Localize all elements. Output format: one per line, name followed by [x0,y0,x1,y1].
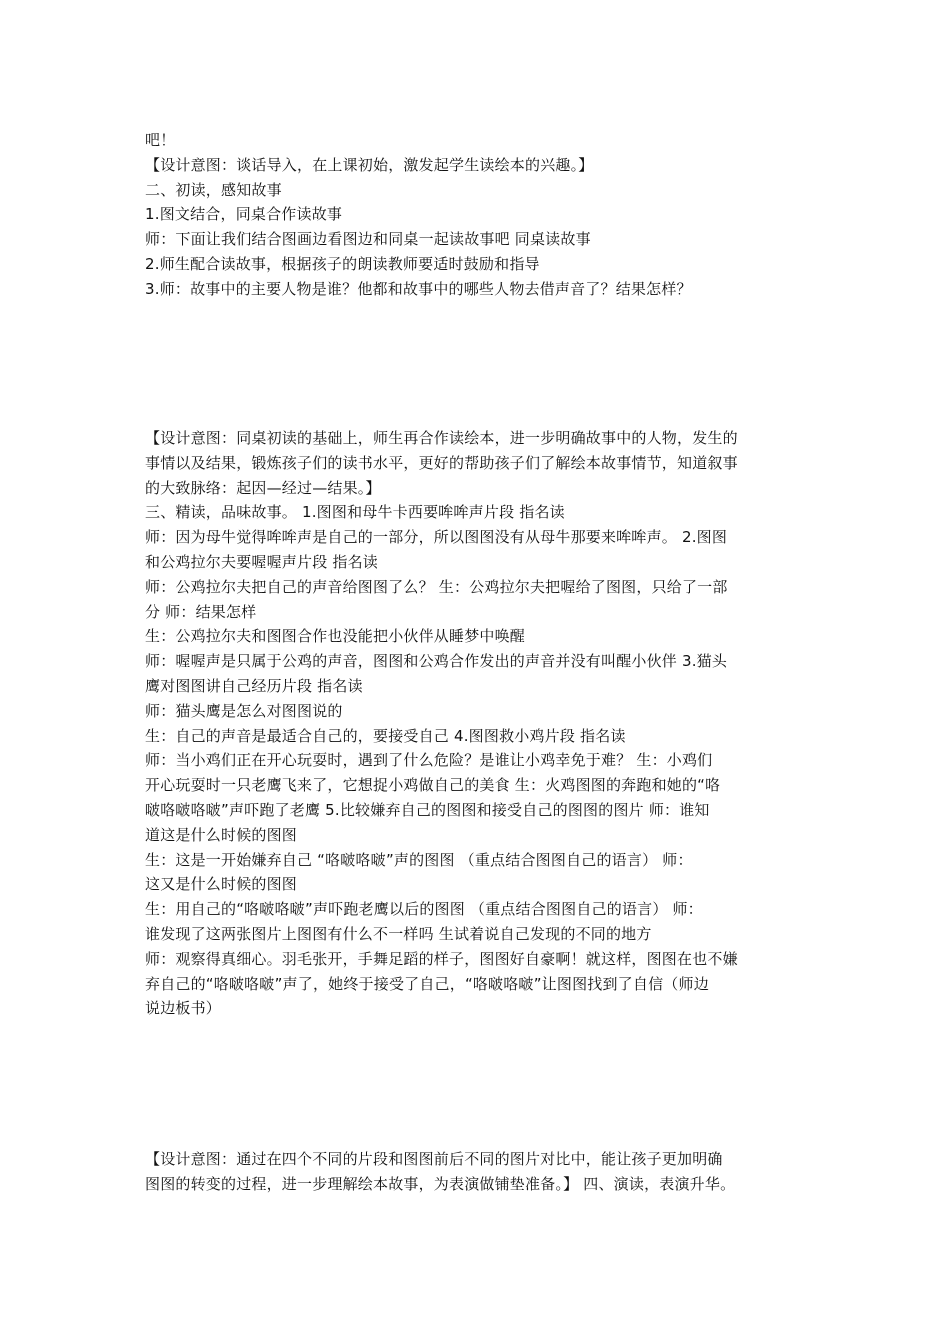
text-line: 师：下面让我们结合图画边看图边和同桌一起读故事吧 同桌读故事 [145,230,591,249]
text-block-top [145,128,825,302]
text-line: 开心玩耍时一只老鹰飞来了，它想捉小鸡做自己的美食 生：火鸡图图的奔跑和她的“咯 [145,776,721,795]
design-intent-note: 【设计意图：同桌初读的基础上，师生再合作读绘本，进一步明确故事中的人物，发生的 [145,429,738,447]
text-line: 谁发现了这两张图片上图图有什么不一样吗 生试着说自己发现的不同的地方 [145,924,652,943]
design-intent-note: 【设计意图：谈话导入，在上课初始，激发起学生读绘本的兴趣。】 [145,155,594,174]
text-line: 弃自己的“咯啵咯啵”声了，她终于接受了自己，“咯啵咯啵”让图图找到了自信（师边 [145,974,709,993]
text-line: 的大致脉络：起因—经过—结果。】 [145,478,381,497]
text-line: 师：因为母牛觉得哞哞声是自己的一部分，所以图图没有从母牛那要来哞哞声。 2.图图 [145,528,728,547]
text-line: 事情以及结果，锻炼孩子们的读书水平，更好的帮助孩子们了解绘本故事情节，知道叙事 [145,453,738,472]
text-line: 师：喔喔声是只属于公鸡的声音，图图和公鸡合作发出的声音并没有叫醒小伙伴 3.猫头 [145,652,728,671]
text-line: 师：猫头鹰是怎么对图图说的 [145,701,343,720]
text-line: 这又是什么时候的图图 [145,875,298,894]
section-heading: 二、初读，感知故事 [145,180,282,199]
text-line: 图图的转变的过程，进一步理解绘本故事，为表演做铺垫准备。】 四、演读，表演升华。 [145,1174,736,1193]
text-line: 吧！ [145,131,176,149]
text-line: 师：当小鸡们正在开心玩耍时，遇到了什么危险？是谁让小鸡幸免于难？ 生：小鸡们 [145,751,713,770]
text-line: 和公鸡拉尔夫要喔喔声片段 指名读 [145,552,378,571]
text-line: 分 师：结果怎样 [145,602,257,621]
text-line: 道这是什么时候的图图 [145,825,298,844]
text-line: 生：这是一开始嫌弃自己 “咯啵咯啵”声的图图 （重点结合图图自己的语言） 师： [145,850,693,869]
text-line: 啵咯啵咯啵”声吓跑了老鹰 5.比较嫌弃自己的图图和接受自己的图图的图片 师：谁知 [145,800,710,819]
text-line: 生：公鸡拉尔夫和图图合作也没能把小伙伴从睡梦中唤醒 [145,627,526,646]
text-line: 3.师：故事中的主要人物是谁？他都和故事中的哪些人物去借声音了？结果怎样？ [145,279,692,298]
text-line: 师：公鸡拉尔夫把自己的声音给图图了么？ 生：公鸡拉尔夫把喔给了图图，只给了一部 [145,577,728,596]
text-line: 师：观察得真细心。羽毛张开，手舞足蹈的样子，图图好自豪啊！就这样，图图在也不嫌 [145,949,738,968]
text-line: 1.图文结合，同桌合作读故事 [145,205,343,224]
text-block-bottom [145,1147,825,1197]
text-line: 生：自己的声音是最适合自己的，要接受自己 4.图图救小鸡片段 指名读 [145,726,626,745]
text-line: 2.师生配合读故事，根据孩子的朗读教师要适时鼓励和指导 [145,254,540,273]
text-line: 鹰对图图讲自己经历片段 指名读 [145,676,363,695]
text-line: 生：用自己的“咯啵咯啵”声吓跑老鹰以后的图图 （重点结合图图自己的语言） 师： [145,900,703,919]
design-intent-note: 【设计意图：通过在四个不同的片段和图图前后不同的图片对比中，能让孩子更加明确 [145,1150,723,1168]
section-heading: 三、精读，品味故事。 1.图图和母牛卡西要哞哞声片段 指名读 [145,503,565,522]
text-line: 说边板书） [145,999,222,1018]
text-block-middle [145,426,825,1021]
